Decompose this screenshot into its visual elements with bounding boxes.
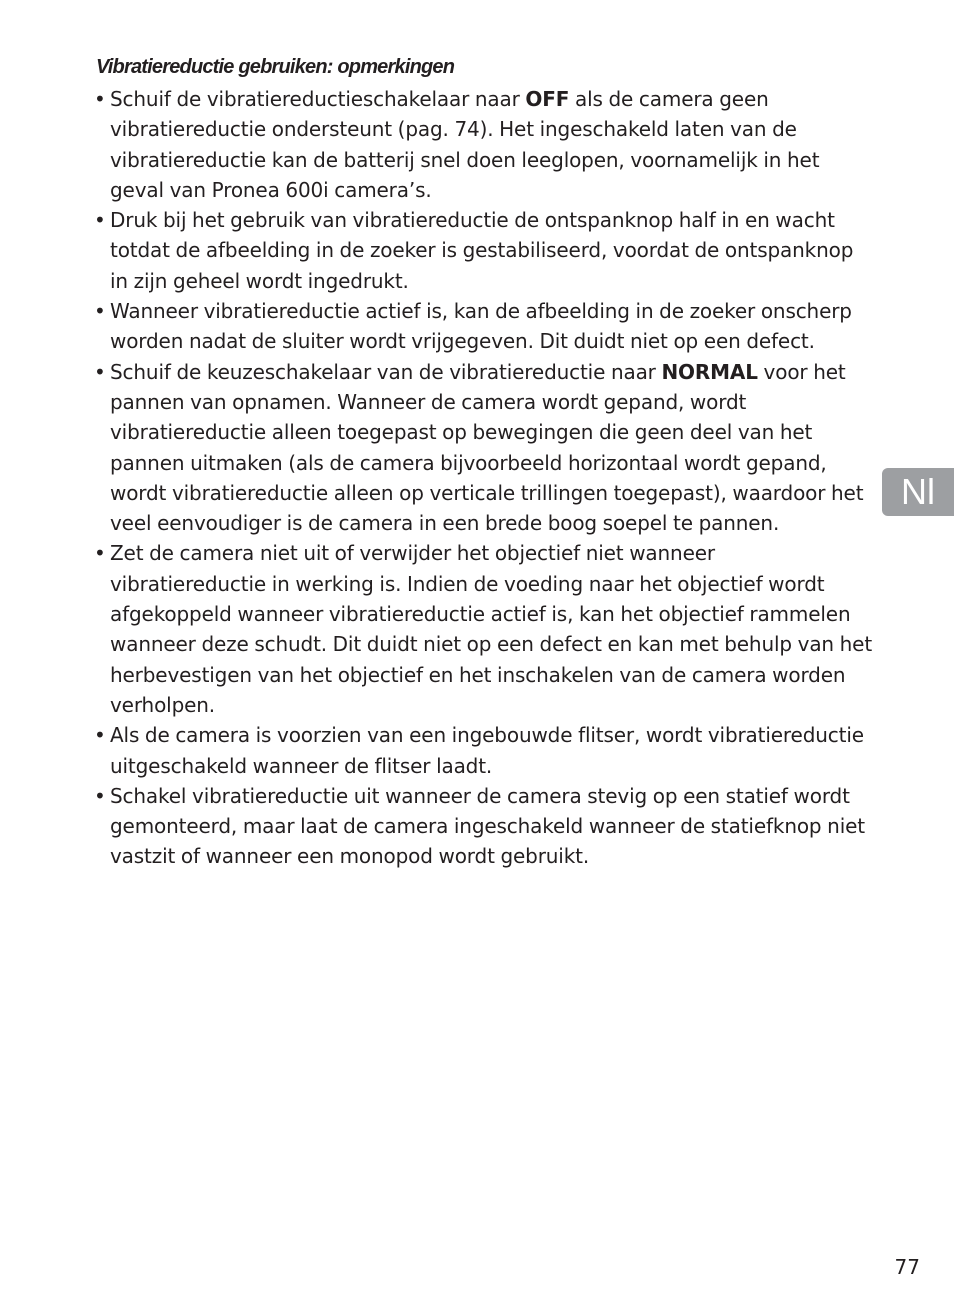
- bullet-icon: •: [94, 723, 106, 748]
- note-item: [94, 357, 874, 539]
- note-text: Als de camera is voorzien van een ingebouwde flitser, wordt vibratiereductie uitgeschakeld wanneer de flitser laadt.: [110, 723, 864, 778]
- note-text: Wanneer vibratiereductie actief is, kan de afbeelding in de zoeker onscherp worden nadat de sluiter wordt vrijgegeven. Dit duidt niet op een defect.: [110, 299, 852, 354]
- note-text-continued: als de camera geen vibratiereductie ondersteunt (pag. 74). Het ingeschakeld laten van de vibratiereductie kan de batterij snel doen leeglopen, voornamelijk in het geval van Pronea 600i camera’s.: [110, 87, 820, 202]
- page-number: 77: [894, 1255, 920, 1279]
- note-text: Druk bij het gebruik van vibratiereductie de ontspanknop half in en wacht totdat de afbeelding in de zoeker is gestabiliseerd, voordat de ontspanknop in zijn geheel wordt ingedrukt.: [110, 208, 854, 293]
- note-text: Zet de camera niet uit of verwijder het objectief niet wanneer vibratiereductie in werking is. Indien de voeding naar het objectief wordt afgekoppeld wanneer vibratiereductie actief is, kan het objectief rammelen wanneer deze schudt. Dit duidt niet op een defect en kan met behulp van het herbevestigen van het objectief en het inschakelen van de camera worden verholpen.: [110, 541, 873, 717]
- bullet-icon: •: [94, 783, 106, 808]
- note-text: Schuif de keuzeschakelaar van de vibratiereductie naar: [110, 359, 662, 384]
- bullet-icon: •: [94, 541, 106, 566]
- section-title: Vibratiereductie gebruiken: opmerkingen: [96, 56, 455, 78]
- notes-list: [94, 84, 874, 872]
- note-emphasis: NORMAL: [661, 359, 758, 384]
- note-item: [94, 781, 874, 872]
- note-item: [94, 84, 874, 205]
- note-text: Schuif de vibratiereductieschakelaar naar: [110, 87, 526, 111]
- note-text-continued: voor het pannen van opnamen. Wanneer de camera wordt gepand, wordt vibratiereductie alleen toegepast op bewegingen die geen deel van het pannen uitmaken (als de camera bijvoorbeeld horizontaal wordt gepand, wordt vibratiereductie alleen op verticale trillingen toegepast), waardoor het veel eenvoudiger is de camera in een brede boog soepel te pannen.: [110, 359, 864, 536]
- note-item: [94, 205, 874, 296]
- bullet-icon: •: [94, 359, 106, 384]
- bullet-icon: •: [94, 87, 106, 111]
- bullet-icon: •: [94, 299, 106, 324]
- bullet-icon: •: [94, 208, 106, 233]
- note-item: [94, 538, 874, 720]
- note-item: [94, 720, 874, 781]
- note-text: Schakel vibratiereductie uit wanneer de camera stevig op een statief wordt gemonteerd, maar laat de camera ingeschakeld wanneer de statiefknop niet vastzit of wanneer een monopod wordt gebruikt.: [110, 783, 865, 869]
- note-emphasis: OFF: [525, 87, 570, 111]
- language-tab: Nl: [882, 468, 954, 516]
- note-item: [94, 296, 874, 357]
